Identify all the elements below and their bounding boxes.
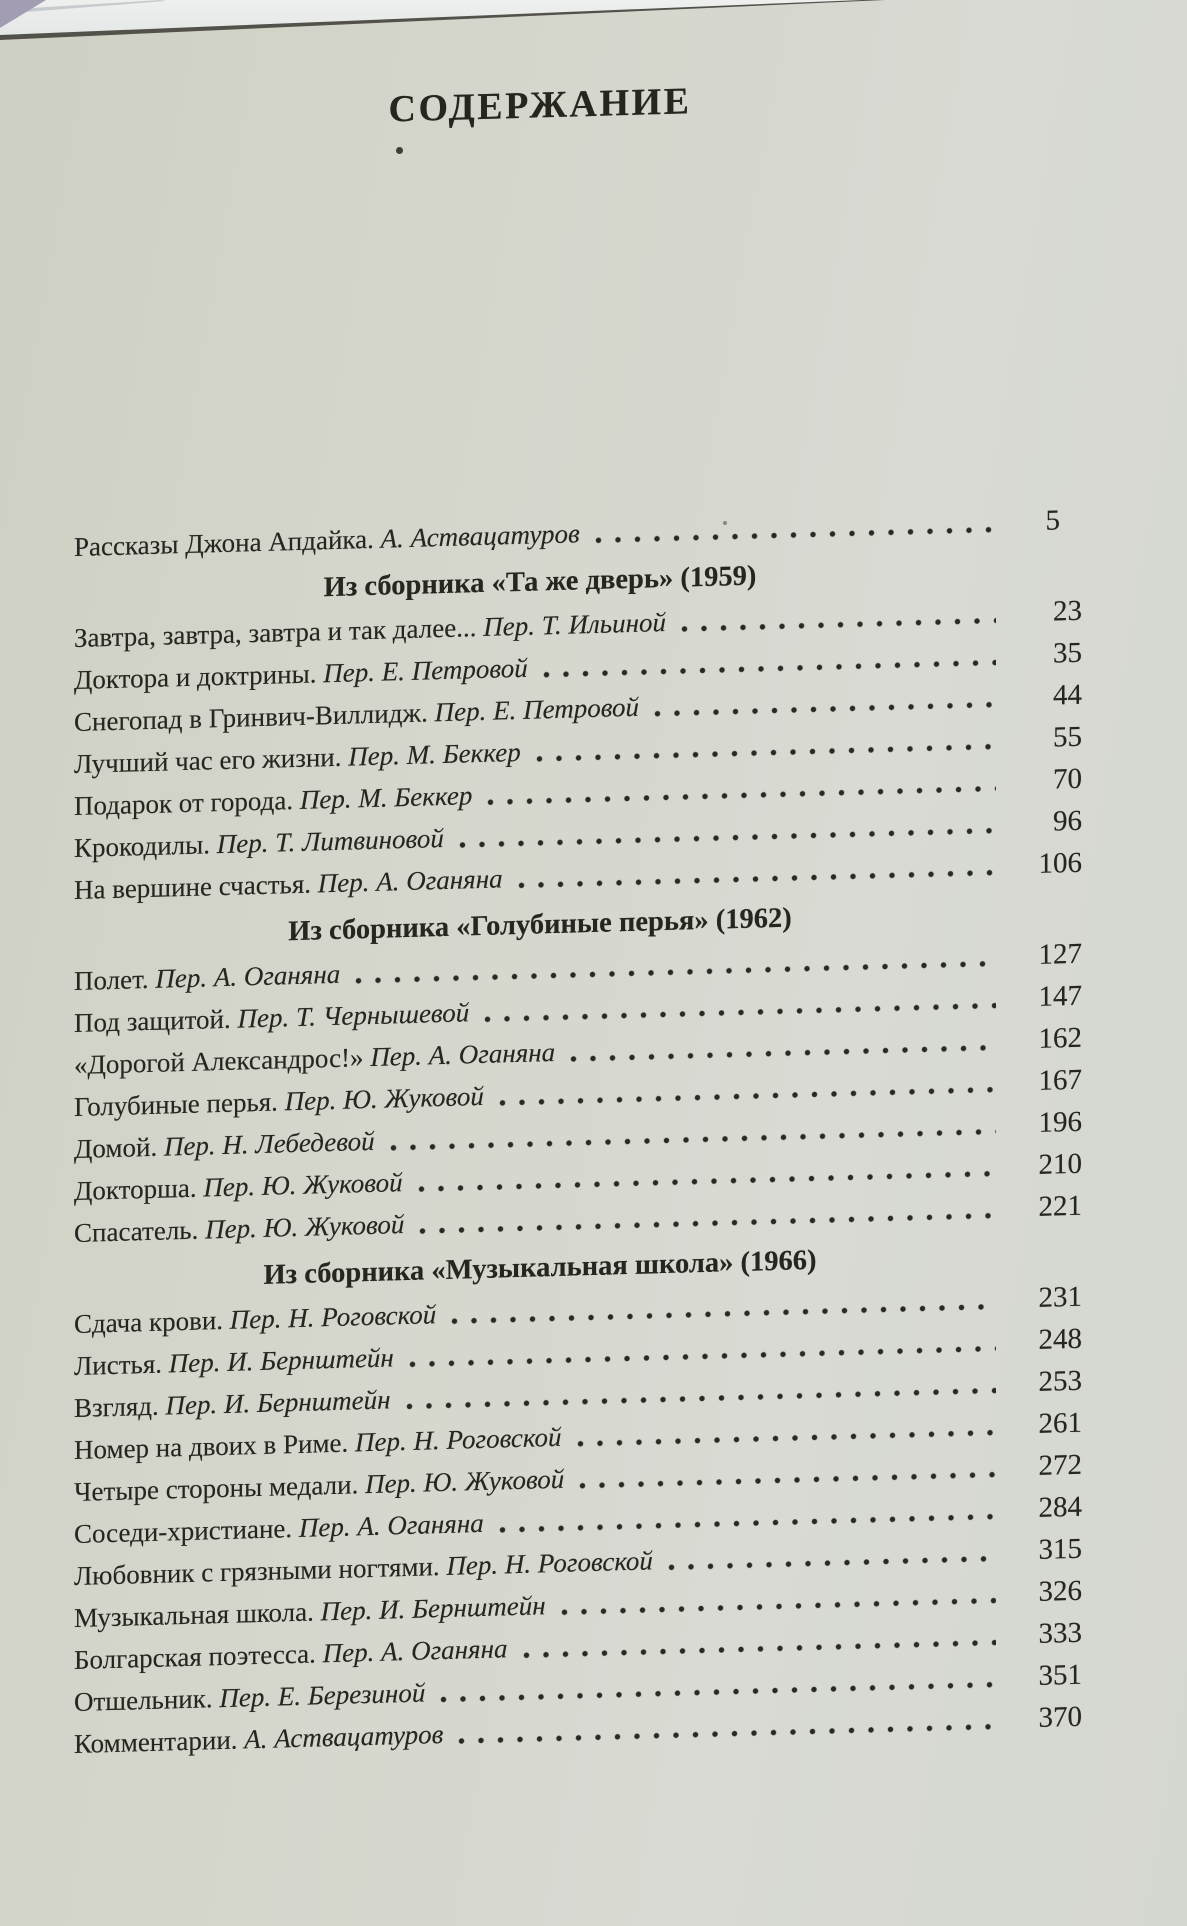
- leader-dots: [450, 1302, 996, 1326]
- entry-translator: Пер. Н. Роговской: [229, 1299, 437, 1335]
- leader-dots: [354, 959, 996, 985]
- entry-title: Доктора и доктрины.: [74, 658, 317, 695]
- entry-text: [74, 782, 472, 820]
- entry-text: [74, 1421, 562, 1465]
- entry-page-number: 231: [1038, 1280, 1082, 1314]
- entry-title: Докторша.: [74, 1172, 197, 1206]
- entry-text: [74, 520, 580, 561]
- leader-dots: [560, 1596, 996, 1617]
- entry-page-number: 147: [1038, 979, 1082, 1013]
- entry-translator: Пер. А. Оганяна: [370, 1036, 556, 1072]
- entry-page-number: 326: [1038, 1574, 1082, 1608]
- entry-title: Завтра, завтра, завтра и так далее...: [74, 612, 477, 653]
- toc-section: [74, 1238, 1082, 1716]
- entry-title: Крокодилы.: [74, 829, 211, 863]
- entry-translator: Пер. Т. Литвиновой: [216, 822, 444, 860]
- entry-translator: Пер. М. Беккер: [299, 780, 473, 815]
- entry-page-number: 210: [1038, 1147, 1082, 1181]
- entry-title: Спасатель.: [74, 1214, 199, 1248]
- entry-title: Комментарии.: [74, 1724, 238, 1759]
- entry-text: [74, 1547, 653, 1590]
- entry-title: Любовник с грязными ногтями.: [74, 1551, 440, 1591]
- entry-title: Голубиные перья.: [74, 1086, 278, 1122]
- entry-page-number: 284: [1038, 1490, 1082, 1524]
- entry-text: [74, 1386, 391, 1422]
- leader-dots: [439, 1680, 996, 1704]
- entry-page-number: 70: [1053, 762, 1082, 796]
- entry-page-number: 261: [1038, 1406, 1082, 1440]
- entry-text: [74, 606, 666, 653]
- entry-translator: Пер. Е. Петровой: [323, 652, 528, 689]
- entry-translator: Пер. А. Оганяна: [322, 1633, 508, 1669]
- leader-dots: [576, 1428, 996, 1448]
- entry-page-number: 23: [1053, 594, 1082, 628]
- entry-page-number: 55: [1053, 720, 1082, 754]
- entry-translator: Пер. Е. Березиной: [219, 1677, 426, 1714]
- entry-title: «Дорогой Александрос!»: [74, 1042, 364, 1080]
- entry-text: [74, 1463, 565, 1507]
- entry-text: [74, 1344, 394, 1380]
- entry-page-number: 35: [1053, 636, 1082, 670]
- entry-translator: Пер. Е. Петровой: [434, 691, 640, 728]
- entry-title: Болгарская поэтесса.: [74, 1638, 316, 1675]
- entry-page-number: 96: [1053, 804, 1082, 838]
- entry-translator: Пер. Н. Роговской: [355, 1421, 562, 1458]
- leader-dots: [517, 868, 996, 890]
- entry-text: [74, 1679, 425, 1716]
- entry-page-number: 253: [1038, 1364, 1082, 1398]
- entry-title: Домой.: [74, 1131, 158, 1164]
- entry-title: Четыре стороны медали.: [74, 1469, 359, 1507]
- entry-translator: Пер. А. Оганяна: [155, 958, 341, 994]
- entry-text: [74, 865, 503, 904]
- leader-dots: [417, 1169, 996, 1194]
- entry-text: [74, 1125, 375, 1164]
- toc-entry: [74, 504, 1082, 562]
- section-heading: Из сборника «Голубиные перья» (1962): [288, 902, 792, 948]
- leader-dots: [483, 1001, 996, 1024]
- entry-text: [74, 691, 640, 737]
- section-heading: Из сборника «Музыкальная школа» (1966): [263, 1244, 817, 1291]
- leader-dots: [569, 1043, 996, 1064]
- entry-text: [74, 1080, 484, 1122]
- entry-text: [74, 1036, 556, 1080]
- leader-dots: [680, 616, 996, 634]
- entry-page-number: 196: [1038, 1105, 1082, 1139]
- entry-page-number: 315: [1038, 1532, 1082, 1566]
- entry-translator: Пер. И. Бернштейн: [320, 1590, 546, 1627]
- entry-text: [74, 1592, 546, 1632]
- entry-author: А. Аствацатуров: [380, 518, 580, 554]
- entry-page-number: 351: [1038, 1658, 1082, 1692]
- entry-text: [74, 1721, 443, 1758]
- entry-title: Листья.: [74, 1348, 163, 1381]
- entry-title: Снегопад в Гринвич-Виллидж.: [74, 697, 428, 737]
- entry-translator: Пер. И. Бернштейн: [168, 1342, 394, 1379]
- page-title-wrap: [74, 71, 1006, 140]
- entry-translator: Пер. Т. Чернышевой: [237, 997, 470, 1034]
- entry-text: [74, 1211, 404, 1247]
- entry-page-number: 370: [1038, 1700, 1082, 1734]
- leader-dots: [457, 1722, 996, 1746]
- entry-title: Лучший час его жизни.: [74, 741, 342, 779]
- entry-translator: Пер. Н. Лебедевой: [163, 1125, 375, 1162]
- entry-text: [74, 999, 469, 1037]
- leader-dots: [389, 1127, 996, 1152]
- leader-dots: [542, 658, 996, 679]
- leader-dots: [458, 826, 996, 850]
- entry-translator: Пер. Ю. Жуковой: [203, 1167, 403, 1203]
- toc-section: [74, 552, 1082, 904]
- entry-title: Под защитой.: [74, 1003, 231, 1038]
- entry-author: А. Аствацатуров: [244, 1719, 444, 1755]
- entry-title: Номер на двоих в Риме.: [74, 1427, 349, 1465]
- entry-title: Взгляд.: [74, 1390, 159, 1423]
- entry-text: [74, 1169, 403, 1205]
- entry-title: Полет.: [74, 963, 149, 996]
- entry-page-number: 127: [1038, 937, 1082, 971]
- leader-dots: [405, 1386, 996, 1411]
- leader-dots: [498, 1512, 996, 1534]
- leader-dots: [486, 784, 996, 807]
- entry-page-number: 5: [1045, 504, 1060, 537]
- section-heading: Из сборника «Та же дверь» (1959): [323, 560, 757, 604]
- leader-dots: [418, 1211, 996, 1236]
- entry-text: [74, 1301, 436, 1338]
- leader-dots: [522, 1638, 997, 1660]
- entry-translator: Пер. Ю. Жуковой: [205, 1209, 405, 1245]
- entry-title: Отшельник.: [74, 1683, 213, 1717]
- entry-text: [74, 1635, 508, 1674]
- entry-title: Подарок от города.: [74, 785, 294, 821]
- entry-translator: Пер. Ю. Жуковой: [284, 1080, 484, 1117]
- entry-translator: Пер. И. Бернштейн: [165, 1384, 391, 1421]
- entry-title: Музыкальная школа.: [74, 1596, 314, 1633]
- entry-title: Рассказы Джона Апдайка.: [74, 523, 374, 562]
- leader-dots: [498, 1085, 996, 1107]
- toc-section: [74, 895, 1082, 1247]
- entry-page-number: 248: [1038, 1322, 1082, 1356]
- page-title: СОДЕРЖАНИЕ: [388, 80, 692, 131]
- entry-text: [74, 1507, 484, 1549]
- entry-translator: Пер. Н. Роговской: [446, 1545, 653, 1581]
- entry-translator: Пер. М. Беккер: [348, 736, 521, 772]
- entry-text: [74, 822, 444, 863]
- leader-dots: [594, 525, 996, 545]
- leader-dots: [578, 1470, 996, 1490]
- leader-dots: [667, 1554, 996, 1572]
- leader-dots: [535, 742, 996, 763]
- entry-translator: Пер. Ю. Жуковой: [365, 1463, 565, 1500]
- entry-page-number: 44: [1053, 678, 1082, 712]
- entry-title: Сдача крови.: [74, 1304, 224, 1339]
- entry-text: [74, 652, 528, 695]
- entry-translator: Пер. А. Оганяна: [317, 863, 503, 899]
- entry-page-number: 221: [1038, 1189, 1082, 1223]
- entry-text: [74, 958, 341, 996]
- entry-page-number: 162: [1038, 1021, 1082, 1055]
- entry-page-number: 272: [1038, 1448, 1082, 1482]
- book-fore-edge: [0, 0, 900, 40]
- leader-dots: [653, 700, 996, 718]
- entry-page-number: 333: [1038, 1616, 1082, 1650]
- entry-translator: Пер. Т. Ильиной: [483, 606, 666, 642]
- entry-text: [74, 736, 521, 779]
- entry-page-number: 167: [1038, 1063, 1082, 1097]
- toc-body: [74, 504, 1082, 1759]
- leader-dots: [408, 1344, 996, 1369]
- toc-content: [74, 69, 1082, 1773]
- entry-title: Соседи-христиане.: [74, 1513, 293, 1549]
- entry-translator: Пер. А. Оганяна: [298, 1507, 484, 1543]
- entry-page-number: 106: [1038, 846, 1082, 880]
- entry-title: На вершине счастья.: [74, 868, 312, 905]
